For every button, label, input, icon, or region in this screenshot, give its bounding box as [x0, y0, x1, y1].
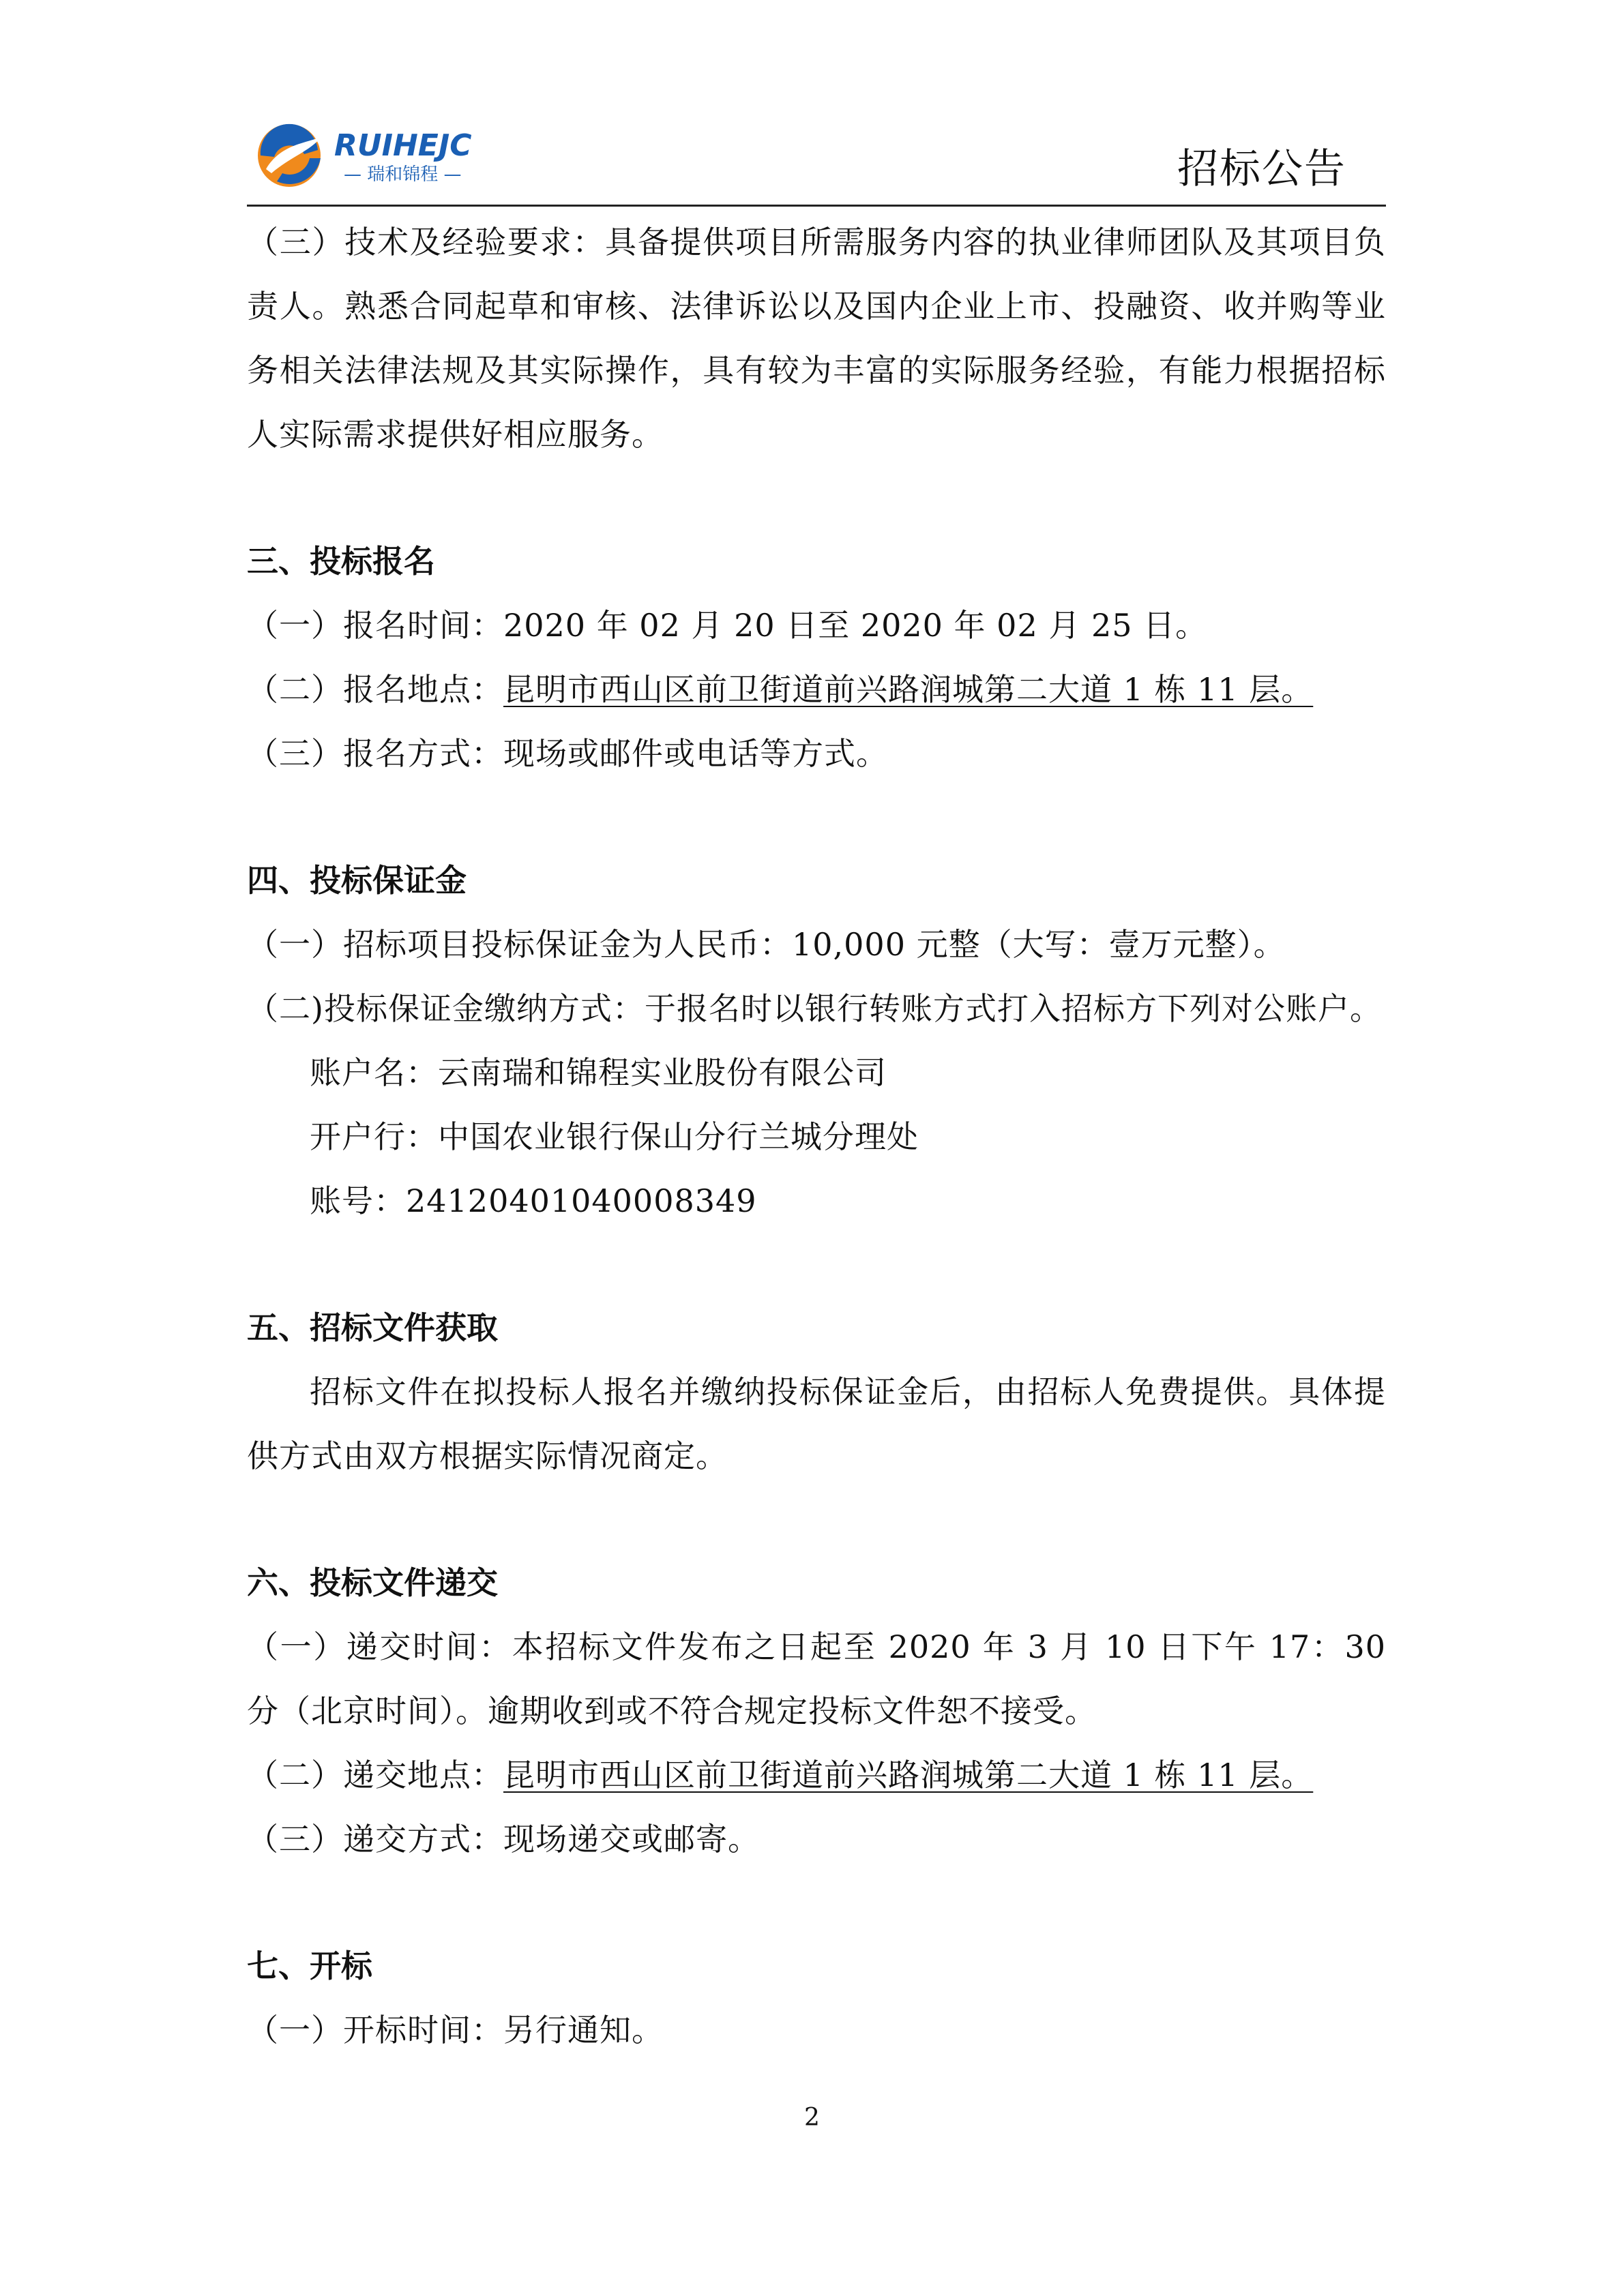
logo-text: RUIHEJC	[334, 128, 472, 163]
submission-location	[247, 1743, 1386, 1807]
submission-location-label: （二）递交地点：	[247, 1757, 503, 1793]
section-title-bid-submission: 六、投标文件递交	[247, 1564, 498, 1601]
logo-subtext: — 瑞和锦程 —	[344, 164, 462, 185]
account-name: 账户名：云南瑞和锦程实业股份有限公司	[310, 1054, 887, 1091]
bid-bond-payment-method: （二)投标保证金缴纳方式：于报名时以银行转账方式打入招标方下列对公账户。	[247, 990, 1382, 1027]
document-body	[247, 210, 1386, 2062]
registration-location-label: （二）报名地点：	[247, 671, 503, 708]
registration-location	[247, 657, 1386, 721]
bank-name: 开户行：中国农业银行保山分行兰城分理处	[310, 1118, 919, 1155]
registration-location-address: 昆明市西山区前卫街道前兴路润城第二大道 1 栋 11 层。	[503, 671, 1314, 708]
submission-location-address: 昆明市西山区前卫街道前兴路润城第二大道 1 栋 11 层。	[503, 1757, 1314, 1793]
submission-time: （一）递交时间：本招标文件发布之日起至 2020 年 3 月 10 日下午 17：30 分（北京时间）。逾期收到或不符合规定投标文件恕不接受。	[247, 1628, 1386, 1729]
tech-experience-requirement: （三）技术及经验要求：具备提供项目所需服务内容的执业律师团队及其项目负责人。熟悉合同起草和审核、法律诉讼以及国内企业上市、投融资、收并购等业务相关法律法规及其实际操作，具有较为丰富的实际服务经验，有能力根据招标人实际需求提供好相应服务。	[247, 224, 1386, 453]
section-title-bid-bond: 四、投标保证金	[247, 862, 467, 899]
bid-bond-amount: （一）招标项目投标保证金为人民币：10,000 元整（大写：壹万元整）。	[247, 926, 1286, 963]
header-title: 招标公告	[1177, 145, 1346, 193]
registration-time: （一）报名时间：2020 年 02 月 20 日至 2020 年 02 月 25 日。	[247, 607, 1208, 644]
section-title-registration: 三、投标报名	[247, 543, 435, 580]
bid-opening-time: （一）开标时间：另行通知。	[247, 2012, 664, 2048]
tender-documents-para: 招标文件在拟投标人报名并缴纳投标保证金后，由招标人免费提供。具体提供方式由双方根据实际情况商定。	[247, 1373, 1386, 1474]
page-header	[247, 109, 1386, 207]
section-title-bid-opening: 七、开标	[247, 1948, 372, 1984]
section-title-tender-documents: 五、招标文件获取	[247, 1309, 498, 1346]
company-logo	[247, 116, 533, 191]
logo-mark-icon	[247, 116, 533, 191]
account-number: 账号：24120401040008349	[310, 1182, 757, 1219]
page-number: 2	[804, 2104, 820, 2132]
registration-method: （三）报名方式：现场或邮件或电话等方式。	[247, 735, 888, 772]
submission-method: （三）递交方式：现场递交或邮寄。	[247, 1821, 760, 1858]
